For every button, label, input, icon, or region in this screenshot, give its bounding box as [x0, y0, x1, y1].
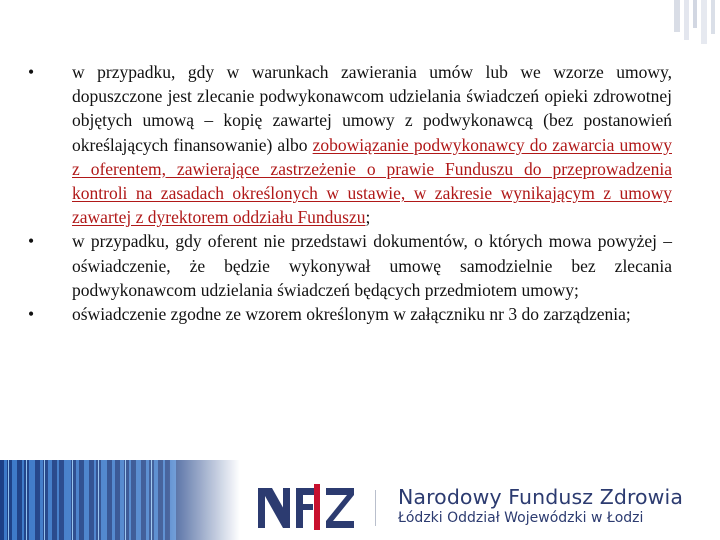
bullet-text: w przypadku, gdy w warunkach zawierania umów lub we wzorze umowy, dopuszczone jest zlecanie podwykonawcom udzielania świadczeń opieki zdrowotnej objętych umową – kopię zawartej umowy z podwykonawcą (bez postanowień określających finansowanie) albo: [72, 62, 672, 155]
corner-decoration: [660, 0, 720, 50]
list-item: [28, 229, 672, 302]
bullet-text: oświadczenie zgodne ze wzorem określonym w załączniku nr 3 do zarządzenia;: [72, 304, 631, 325]
bullet-text: w przypadku, gdy oferent nie przedstawi dokumentów, o których mowa powyżej – oświadczenie, że będzie wykonywał umowę samodzielnie bez zlecania podwykonawcom udzielania świadczeń będących przedmiotem umowy;: [72, 231, 672, 300]
organization-name: Narodowy Fundusz Zdrowia: [398, 485, 684, 509]
bullet-tail: ;: [365, 207, 371, 228]
list-item: [28, 302, 672, 326]
nfz-logo: [258, 484, 358, 530]
logo-divider: [375, 490, 376, 526]
document-content: [28, 60, 672, 326]
decorative-stripes: [0, 460, 240, 540]
list-item: [28, 60, 672, 229]
organization-branch: Łódzki Oddział Wojewódzki w Łodzi: [398, 510, 644, 526]
highlighted-clause: zobowiązanie podwykonawcy do zawarcia umowy z oferentem, zawierające zastrzeżenie o prawie Funduszu do przeprowadzenia kontroli na zasadach określonych w ustawie, w zakresie wynikającym z umowy zawartej z dyrektorem oddziału Funduszu: [72, 134, 672, 228]
requirements-list: [28, 60, 672, 326]
